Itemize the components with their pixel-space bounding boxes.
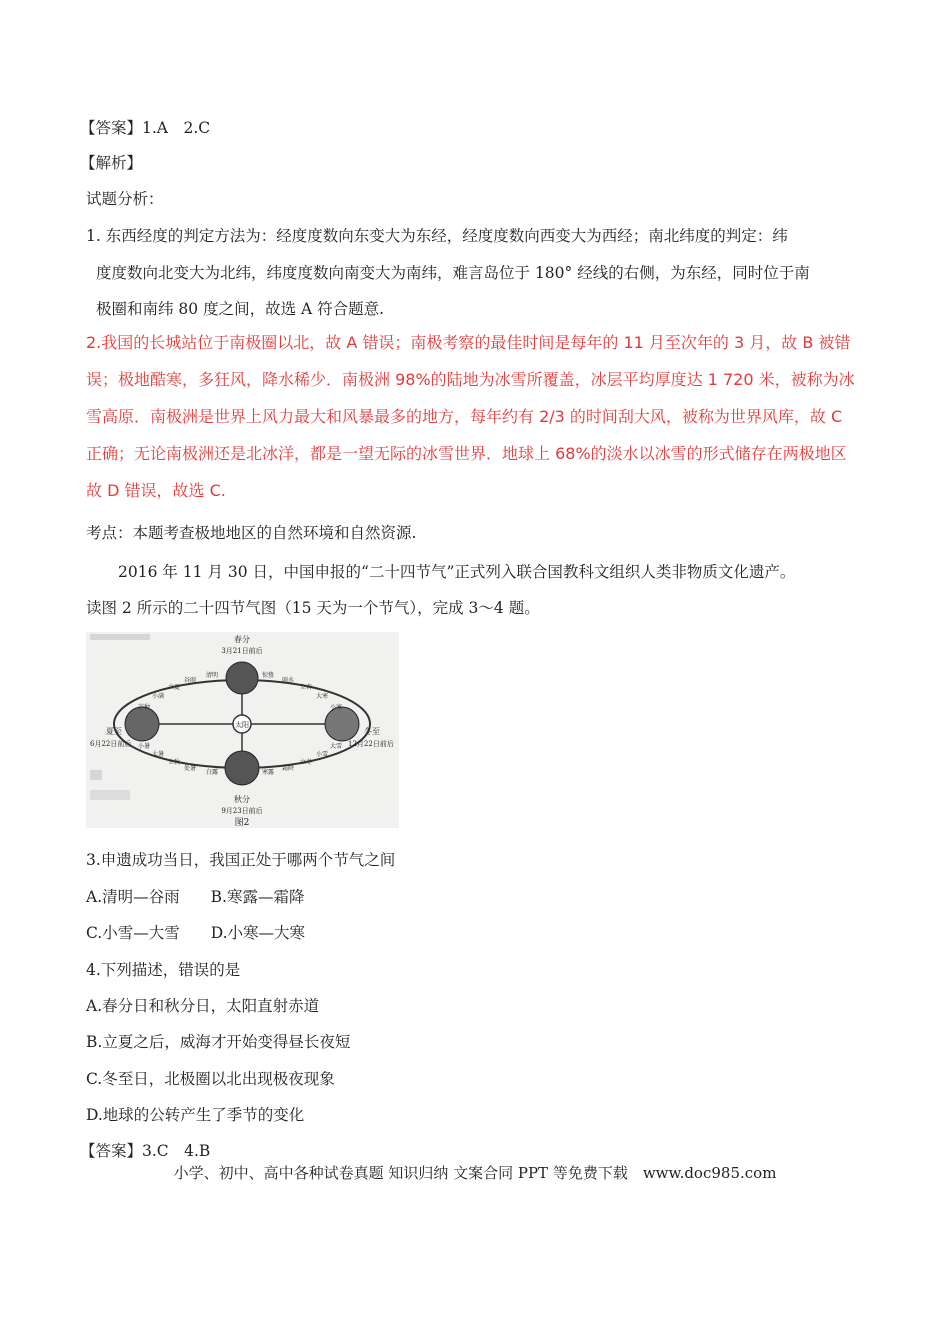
question-3-options-2: C.小雪—大雪 D.小寒—大寒 [86, 924, 306, 942]
term-top: 立春 [300, 684, 313, 691]
analysis-subheader: 试题分析： [86, 190, 164, 208]
term-top: 清明 [206, 672, 219, 679]
term-top: 小满 [152, 693, 165, 700]
paragraph-2-line-3: 雪高原．南极洲是世界上风力最大和风暴最多的地方，每年约有 2/3 的时间刮大风，被称为世界风库，故 C [86, 407, 843, 426]
intro-line-2: 读图 2 所示的二十四节气图（15 天为一个节气），完成 3～4 题。 [86, 599, 540, 617]
intro-line-1: 2016 年 11 月 30 日，中国申报的“二十四节气”正式列入联合国教科文组织人类非物质文化遗产。 [118, 563, 796, 581]
term-bottom: 大暑 [152, 751, 165, 758]
question-3-options-1: A.清明—谷雨 B.寒露—霜降 [86, 888, 305, 906]
page-footer: 小学、初中、高中各种试卷真题 知识归纳 文案合同 PPT 等免费下载 www.doc985.com [173, 1164, 777, 1182]
term-top: 谷雨 [184, 677, 197, 684]
figure-caption: 图2 [234, 818, 250, 828]
autumn-label: 秋分 [234, 795, 250, 804]
spring-label: 春分 [234, 635, 250, 644]
paragraph-2-line-1: 2.我国的长城站位于南极圈以北，故 A 错误；南极考察的最佳时间是每年的 11 月至次年的 3 月，故 B 被错 [86, 333, 851, 352]
question-4-option-a: A.春分日和秋分日，太阳直射赤道 [86, 997, 320, 1015]
paragraph-1-line-1: 1. 东西经度的判定方法为：经度度数向东变大为东经，经度度数向西变大为西经；南北纬度的判定：纬 [86, 227, 788, 245]
term-top: 惊蛰 [262, 672, 275, 679]
earth-autumn-icon [225, 751, 259, 785]
blurred-label [90, 790, 130, 800]
term-bottom: 小雪 [316, 751, 329, 758]
winter-date: 12月22日前后 [348, 740, 394, 748]
term-bottom: 白露 [206, 769, 219, 776]
question-4-option-c: C.冬至日，北极圈以北出现极夜现象 [86, 1070, 335, 1088]
earth-spring-icon [226, 662, 258, 694]
question-4-option-b: B.立夏之后，威海才开始变得昼长夜短 [86, 1033, 351, 1051]
autumn-date: 9月23日前后 [221, 807, 263, 815]
paragraph-2-line-5: 故 D 错误，故选 C. [86, 481, 226, 500]
term-bottom: 大雪 [330, 743, 343, 750]
blurred-label [90, 770, 102, 780]
spring-date: 3月21日前后 [221, 647, 263, 655]
term-top: 芒种 [138, 704, 151, 711]
blurred-label [90, 634, 150, 640]
earth-winter-icon [325, 707, 359, 741]
paragraph-2-line-2: 误；极地酷寒，多狂风，降水稀少．南极洲 98%的陆地为冰雪所覆盖，冰层平均厚度达 1 720 米，被称为冰 [86, 370, 855, 389]
answer-line-1: 【答案】1.A 2.C [80, 119, 211, 137]
question-4-option-d: D.地球的公转产生了季节的变化 [86, 1106, 305, 1124]
solar-terms-figure [86, 632, 399, 828]
answer-line-2: 【答案】3.C 4.B [80, 1142, 211, 1160]
kaodian-line: 考点：本题考查极地地区的自然环境和自然资源. [86, 524, 417, 542]
sun-label: 太阳 [235, 721, 249, 729]
question-4: 4.下列描述，错误的是 [86, 961, 241, 979]
term-top: 大寒 [316, 693, 329, 700]
term-top: 雨水 [282, 677, 295, 684]
paragraph-1-line-3: 极圈和南纬 80 度之间，故选 A 符合题意. [96, 300, 385, 318]
term-bottom: 立冬 [300, 759, 313, 766]
summer-label: 夏至 [106, 727, 122, 736]
term-top: 小寒 [330, 704, 343, 711]
term-bottom: 处暑 [184, 765, 197, 772]
paragraph-2-line-4: 正确；无论南极洲还是北冰洋，都是一望无际的冰雪世界．地球上 68%的淡水以冰雪的形式储存在两极地区 [86, 444, 847, 463]
term-bottom: 小暑 [138, 743, 151, 750]
analysis-header: 【解析】 [80, 154, 143, 172]
term-top: 立夏 [168, 684, 181, 691]
earth-summer-icon [125, 707, 159, 741]
term-bottom: 立秋 [168, 759, 181, 766]
paragraph-1-line-2: 度度数向北变大为北纬，纬度度数向南变大为南纬，难言岛位于 180° 经线的右侧，为东经，同时位于南 [96, 264, 810, 282]
winter-label: 冬至 [364, 727, 380, 736]
question-3: 3.申遗成功当日，我国正处于哪两个节气之间 [86, 851, 396, 869]
summer-date: 6月22日前后 [90, 740, 132, 748]
term-bottom: 寒露 [262, 769, 275, 776]
term-bottom: 霜降 [282, 765, 295, 772]
solar-terms-diagram [86, 632, 399, 828]
